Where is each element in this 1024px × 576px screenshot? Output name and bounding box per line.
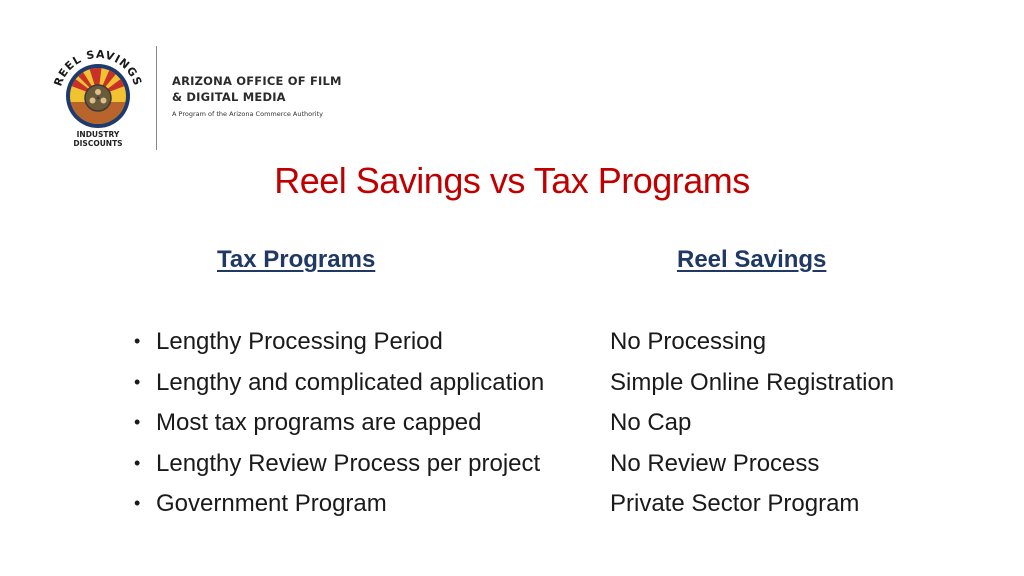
list-item: No Review Process	[610, 449, 820, 477]
seal-caption-line1: INDUSTRY	[76, 130, 120, 139]
list-item	[134, 490, 544, 531]
list-item: Private Sector Program	[610, 490, 860, 517]
list-item-text: Lengthy and complicated application	[156, 368, 545, 396]
bullet-icon: •	[134, 452, 141, 473]
tax-programs-heading: Tax Programs	[217, 246, 376, 273]
logo-divider	[156, 46, 157, 150]
reel-savings-list	[610, 328, 894, 531]
tax-programs-list	[134, 328, 544, 531]
reel-savings-seal	[46, 42, 150, 154]
seal-caption	[46, 130, 150, 148]
slide-title: Reel Savings vs Tax Programs	[274, 160, 750, 201]
seal-caption-line2: DISCOUNTS	[73, 139, 123, 148]
bullet-icon: •	[134, 412, 141, 432]
org-subtitle: A Program of the Arizona Commerce Authority	[172, 110, 323, 118]
org-name-line1: ARIZONA OFFICE OF FILM	[172, 74, 342, 88]
list-item-text: Most tax programs are capped	[156, 409, 482, 436]
list-item	[134, 328, 544, 369]
bullet-icon: •	[134, 331, 141, 351]
list-item: No Processing	[610, 328, 767, 355]
reel-savings-heading: Reel Savings	[677, 246, 827, 273]
list-item: Simple Online Registration	[610, 368, 895, 396]
bullet-icon: •	[134, 371, 141, 392]
list-item-text: Lengthy Processing Period	[156, 328, 443, 355]
list-item	[134, 369, 544, 410]
film-reel-icon	[85, 85, 111, 111]
list-item: No Cap	[610, 409, 692, 436]
org-name-line2: & DIGITAL MEDIA	[172, 90, 286, 104]
bullet-icon: •	[134, 493, 141, 513]
list-item-text: Lengthy Review Process per project	[156, 449, 541, 477]
org-name	[172, 73, 342, 105]
list-item	[134, 409, 544, 450]
seal-graphic	[46, 42, 150, 134]
list-item-text: Government Program	[156, 490, 387, 517]
seal-arc-text: REEL SAVINGS	[51, 47, 145, 88]
logo-block	[46, 42, 376, 154]
list-item	[134, 450, 544, 491]
